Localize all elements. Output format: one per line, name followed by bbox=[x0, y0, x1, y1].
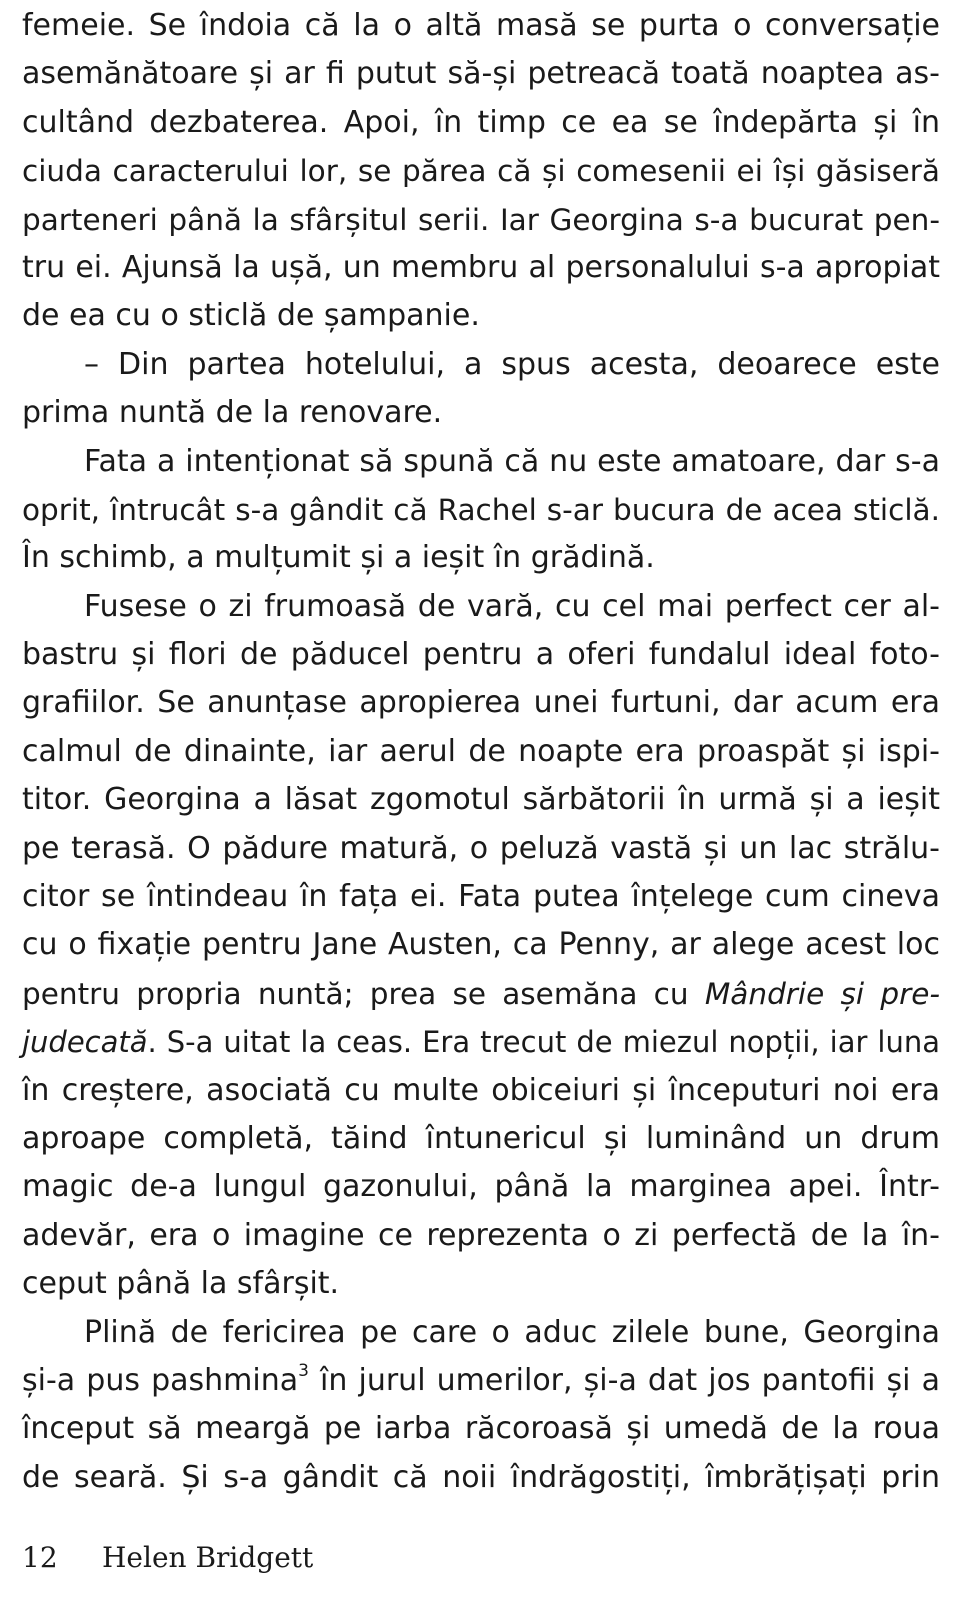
line-text: ciuda caracterului lor, se părea că și comesenii ei își găsiseră bbox=[22, 154, 940, 189]
text-line bbox=[22, 873, 940, 921]
line-text: parteneri până la sfârșitul serii. Iar Georgina s-a bucurat pen- bbox=[22, 202, 940, 237]
text-line bbox=[22, 1067, 940, 1115]
page-number: 12 bbox=[22, 1541, 58, 1574]
text-line bbox=[22, 776, 940, 824]
text-line bbox=[22, 2, 940, 50]
line-text: adevăr, era o imagine ce reprezenta o zi perfectă de la în- bbox=[22, 1217, 940, 1253]
text-line bbox=[22, 825, 940, 873]
line-text: prima nuntă de la renovare. bbox=[22, 395, 443, 431]
line-text: și-a pus pashmina bbox=[22, 1362, 299, 1398]
text-line bbox=[22, 1018, 940, 1066]
text-line bbox=[22, 438, 940, 486]
text-line bbox=[22, 1163, 940, 1211]
text-line bbox=[22, 1357, 940, 1405]
line-text: pentru propria nuntă; prea se asemăna cu bbox=[22, 976, 705, 1011]
line-text: început să meargă pe iarba răcoroasă și umedă de la roua bbox=[22, 1411, 940, 1447]
line-text: de seară. Și s-a gândit că noii îndrăgostiți, îmbrățișați prin bbox=[22, 1459, 940, 1495]
line-text: bastru și flori de păducel pentru a oferi fundalul ideal foto- bbox=[22, 637, 940, 673]
line-text: magic de-a lungul gazonului, până la marginea apei. Într- bbox=[22, 1169, 940, 1205]
line-text: Fata a intenționat să spună că nu este amatoare, dar s-a bbox=[84, 443, 940, 479]
line-text: Plină de fericirea pe care o aduc zilele bune, Georgina bbox=[84, 1314, 940, 1350]
line-text: oprit, întrucât s-a gândit că Rachel s-ar bucura de acea sticlă. bbox=[22, 492, 940, 527]
line-text: aproape completă, tăind întunericul și luminând un drum bbox=[22, 1120, 940, 1156]
text-line bbox=[22, 921, 940, 969]
line-text: în jurul umerilor, și-a dat jos pantofii și a bbox=[308, 1362, 940, 1398]
text-line bbox=[22, 486, 940, 534]
line-text: . S-a uitat la ceas. Era trecut de miezul nopții, iar luna bbox=[147, 1025, 940, 1060]
text-line bbox=[22, 534, 940, 582]
text-line bbox=[22, 292, 940, 340]
line-text: citor se întindeau în fața ei. Fata putea înțelege cum cineva bbox=[22, 879, 940, 915]
italic-title: judecată bbox=[22, 1025, 148, 1060]
text-line bbox=[22, 1309, 940, 1357]
text-line bbox=[22, 679, 940, 727]
text-line bbox=[22, 728, 940, 776]
italic-title: Mândrie și pre- bbox=[704, 976, 940, 1011]
text-line bbox=[22, 341, 940, 389]
line-text: ceput până la sfârșit. bbox=[22, 1266, 340, 1302]
line-text: asemănătoare și ar fi putut să-și petreacă toată noaptea as- bbox=[22, 56, 940, 92]
text-line bbox=[22, 147, 940, 195]
author-name: Helen Bridgett bbox=[102, 1541, 314, 1574]
text-line bbox=[22, 244, 940, 292]
line-text: de ea cu o sticlă de șampanie. bbox=[22, 298, 480, 334]
text-line bbox=[22, 389, 940, 437]
line-text: calmul de dinainte, iar aerul de noapte era proaspăt și ispi- bbox=[22, 733, 940, 769]
line-text: cultând dezbaterea. Apoi, în timp ce ea se îndepărta și în bbox=[22, 104, 940, 140]
text-line bbox=[22, 583, 940, 631]
line-text: titor. Georgina a lăsat zgomotul sărbătorii în urmă și a ieșit bbox=[22, 782, 940, 818]
line-text: tru ei. Ajunsă la ușă, un membru al personalului s-a apropiat bbox=[22, 249, 940, 285]
line-text: grafiilor. Se anunțase apropierea unei furtuni, dar acum era bbox=[22, 685, 940, 721]
text-line bbox=[22, 99, 940, 147]
line-text: femeie. Se îndoia că la o altă masă se purta o conversație bbox=[22, 8, 940, 43]
text-line bbox=[22, 1212, 940, 1260]
text-line bbox=[22, 1260, 940, 1308]
book-page-body bbox=[22, 2, 940, 1502]
text-line bbox=[22, 50, 940, 98]
line-text: pe terasă. O pădure matură, o peluză vastă și un lac strălu- bbox=[22, 830, 940, 866]
line-text: în creștere, asociată cu multe obiceiuri și începuturi noi era bbox=[22, 1072, 940, 1108]
line-text: cu o fixație pentru Jane Austen, ca Penny, ar alege acest loc bbox=[22, 927, 940, 963]
text-line bbox=[22, 1454, 940, 1502]
text-line bbox=[22, 970, 940, 1018]
line-text: – Din partea hotelului, a spus acesta, deoarece este bbox=[84, 346, 940, 382]
text-line bbox=[22, 1115, 940, 1163]
text-line bbox=[22, 196, 940, 244]
page-footer bbox=[22, 1541, 313, 1574]
footnote-marker: 3 bbox=[298, 1360, 309, 1381]
text-line bbox=[22, 631, 940, 679]
line-text: Fusese o zi frumoasă de vară, cu cel mai perfect cer al- bbox=[84, 588, 940, 624]
text-line bbox=[22, 1405, 940, 1453]
line-text: În schimb, a mulțumit și a ieșit în grădină. bbox=[22, 540, 655, 576]
